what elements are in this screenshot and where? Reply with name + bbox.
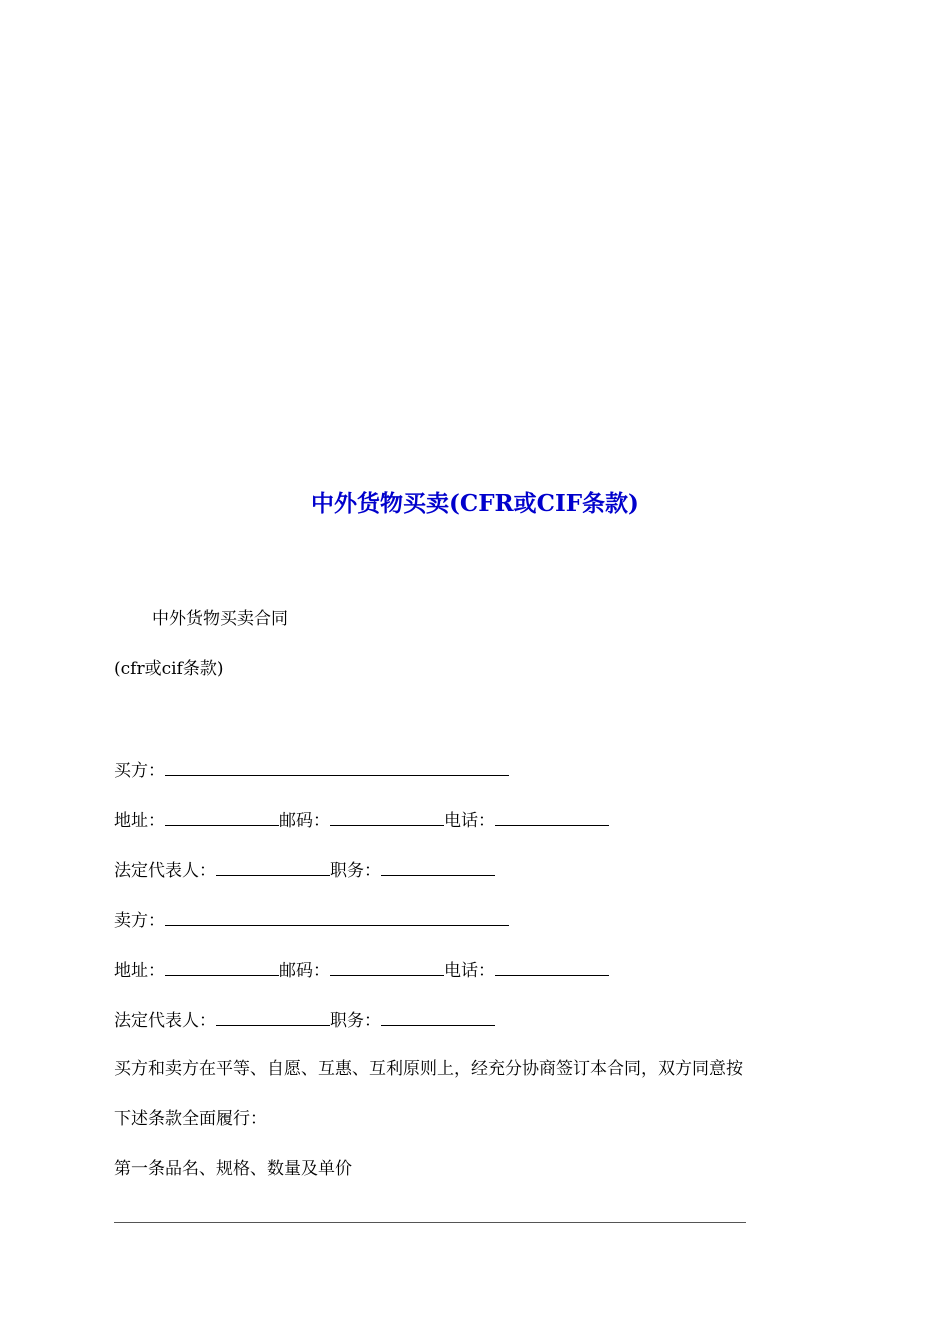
seller-postcode-label: 邮码： <box>279 961 330 981</box>
buyer-legal-rep-blank <box>216 857 330 876</box>
seller-address-blank <box>165 957 279 976</box>
seller-phone-label: 电话： <box>444 961 495 981</box>
seller-rep-row <box>114 1007 495 1033</box>
buyer-contact-row <box>114 807 609 833</box>
seller-address-label: 地址： <box>114 961 165 981</box>
buyer-label: 买方： <box>114 761 165 781</box>
buyer-name-blank <box>165 757 509 776</box>
buyer-phone-label: 电话： <box>444 811 495 831</box>
seller-row <box>114 907 509 933</box>
buyer-position-blank <box>381 857 495 876</box>
seller-contact-row <box>114 957 609 983</box>
seller-label: 卖方： <box>114 911 165 931</box>
seller-legal-rep-label: 法定代表人： <box>114 1011 216 1031</box>
article-1-heading: 第一条品名、规格、数量及单价 <box>114 1159 352 1179</box>
buyer-postcode-blank <box>330 807 444 826</box>
buyer-address-blank <box>165 807 279 826</box>
buyer-position-label: 职务： <box>330 861 381 881</box>
buyer-phone-blank <box>495 807 609 826</box>
buyer-address-label: 地址： <box>114 811 165 831</box>
article-1-blank-line <box>114 1222 746 1223</box>
preamble-line-2: 下述条款全面履行： <box>114 1109 267 1129</box>
seller-position-label: 职务： <box>330 1011 381 1031</box>
buyer-legal-rep-label: 法定代表人： <box>114 861 216 881</box>
buyer-postcode-label: 邮码： <box>279 811 330 831</box>
seller-name-blank <box>165 907 509 926</box>
contract-terms: (cfr或cif条款) <box>114 659 224 679</box>
contract-name: 中外货物买卖合同 <box>152 609 288 629</box>
seller-postcode-blank <box>330 957 444 976</box>
buyer-rep-row <box>114 857 495 883</box>
seller-legal-rep-blank <box>216 1007 330 1026</box>
seller-position-blank <box>381 1007 495 1026</box>
buyer-row <box>114 757 509 783</box>
seller-phone-blank <box>495 957 609 976</box>
preamble-line-1: 买方和卖方在平等、自愿、互惠、互利原则上，经充分协商签订本合同，双方同意按 <box>114 1059 743 1079</box>
document-title: 中外货物买卖(CFR或CIF条款) <box>311 490 639 517</box>
